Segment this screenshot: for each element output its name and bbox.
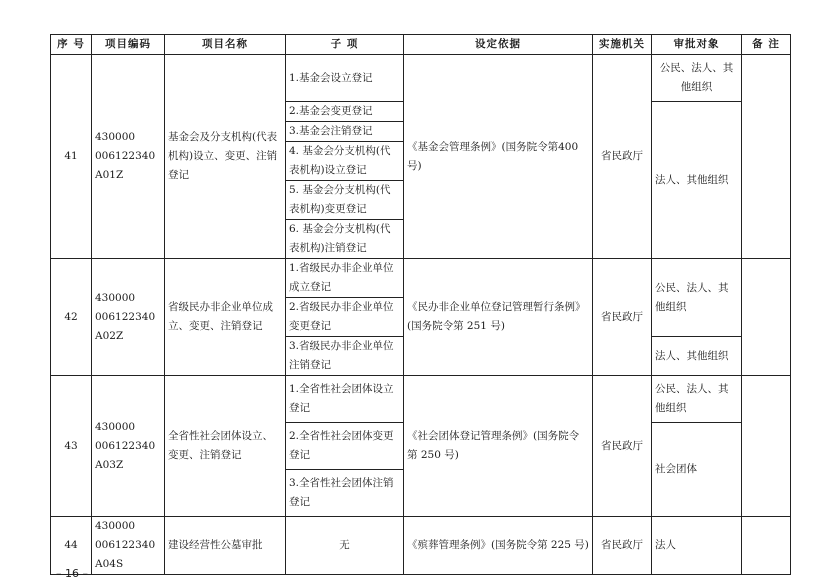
row-subitem: 5. 基金会分支机构(代表机构)变更登记 (286, 181, 404, 220)
row-basis: 《殡葬管理条例》(国务院令第 225 号) (404, 517, 593, 575)
row-target: 法人、其他组织 (652, 102, 742, 259)
header-remark: 备 注 (742, 35, 791, 55)
row-agency: 省民政厅 (593, 376, 652, 517)
row-agency: 省民政厅 (593, 55, 652, 259)
row-basis: 《社会团体登记管理条例》(国务院令第 250 号) (404, 376, 593, 517)
table-header-row (51, 35, 791, 55)
row-target: 公民、法人、其他组织 (652, 55, 742, 102)
row-subitem: 1.省级民办非企业单位成立登记 (286, 259, 404, 298)
row-target: 公民、法人、其他组织 (652, 376, 742, 423)
row-basis: 《基金会管理条例》(国务院令第400号) (404, 55, 593, 259)
row-target: 法人 (652, 517, 742, 575)
row-subitem: 4. 基金会分支机构(代表机构)设立登记 (286, 142, 404, 181)
header-code: 项目编码 (92, 35, 165, 55)
row-agency: 省民政厅 (593, 259, 652, 376)
row-target: 公民、法人、其他组织 (652, 259, 742, 337)
table-row (51, 55, 791, 102)
row-subitem: 2.省级民办非企业单位变更登记 (286, 298, 404, 337)
row-subitem: 2.基金会变更登记 (286, 102, 404, 122)
row-target: 社会团体 (652, 423, 742, 517)
row-name: 省级民办非企业单位成立、变更、注销登记 (165, 259, 286, 376)
row-code: 430000 006122340 A02Z (92, 259, 165, 376)
row-subitem: 1.基金会设立登记 (286, 55, 404, 102)
row-subitem: 1.全省性社会团体设立登记 (286, 376, 404, 423)
row-code: 430000 006122340 A03Z (92, 376, 165, 517)
row-subitem: 3.全省性社会团体注销登记 (286, 470, 404, 517)
row-subitem: 2.全省性社会团体变更登记 (286, 423, 404, 470)
page-number: – 16 – (56, 567, 88, 580)
header-no: 序 号 (51, 35, 92, 55)
row-code: 430000 006122340 A04S (92, 517, 165, 575)
row-remark (742, 376, 791, 517)
row-agency: 省民政厅 (593, 517, 652, 575)
row-subitem: 3.基金会注销登记 (286, 122, 404, 142)
row-subitem: 6. 基金会分支机构(代表机构)注销登记 (286, 220, 404, 259)
row-code: 430000 006122340 A01Z (92, 55, 165, 259)
row-no: 41 (51, 55, 92, 259)
row-no: 42 (51, 259, 92, 376)
row-name: 全省性社会团体设立、变更、注销登记 (165, 376, 286, 517)
row-subitem: 无 (286, 517, 404, 575)
header-agency: 实施机关 (593, 35, 652, 55)
row-target: 法人、其他组织 (652, 337, 742, 376)
header-target: 审批对象 (652, 35, 742, 55)
row-no: 43 (51, 376, 92, 517)
approval-items-table (50, 34, 791, 575)
table-row (51, 376, 791, 423)
header-basis: 设定依据 (404, 35, 593, 55)
table-row (51, 517, 791, 575)
row-name: 基金会及分支机构(代表机构)设立、变更、注销登记 (165, 55, 286, 259)
row-remark (742, 55, 791, 259)
row-subitem: 3.省级民办非企业单位注销登记 (286, 337, 404, 376)
row-basis: 《民办非企业单位登记管理暂行条例》(国务院令第 251 号) (404, 259, 593, 376)
row-remark (742, 517, 791, 575)
row-name: 建设经营性公墓审批 (165, 517, 286, 575)
header-name: 项目名称 (165, 35, 286, 55)
row-no: 44 (51, 517, 92, 575)
header-subitem: 子 项 (286, 35, 404, 55)
table-row (51, 259, 791, 298)
row-remark (742, 259, 791, 376)
